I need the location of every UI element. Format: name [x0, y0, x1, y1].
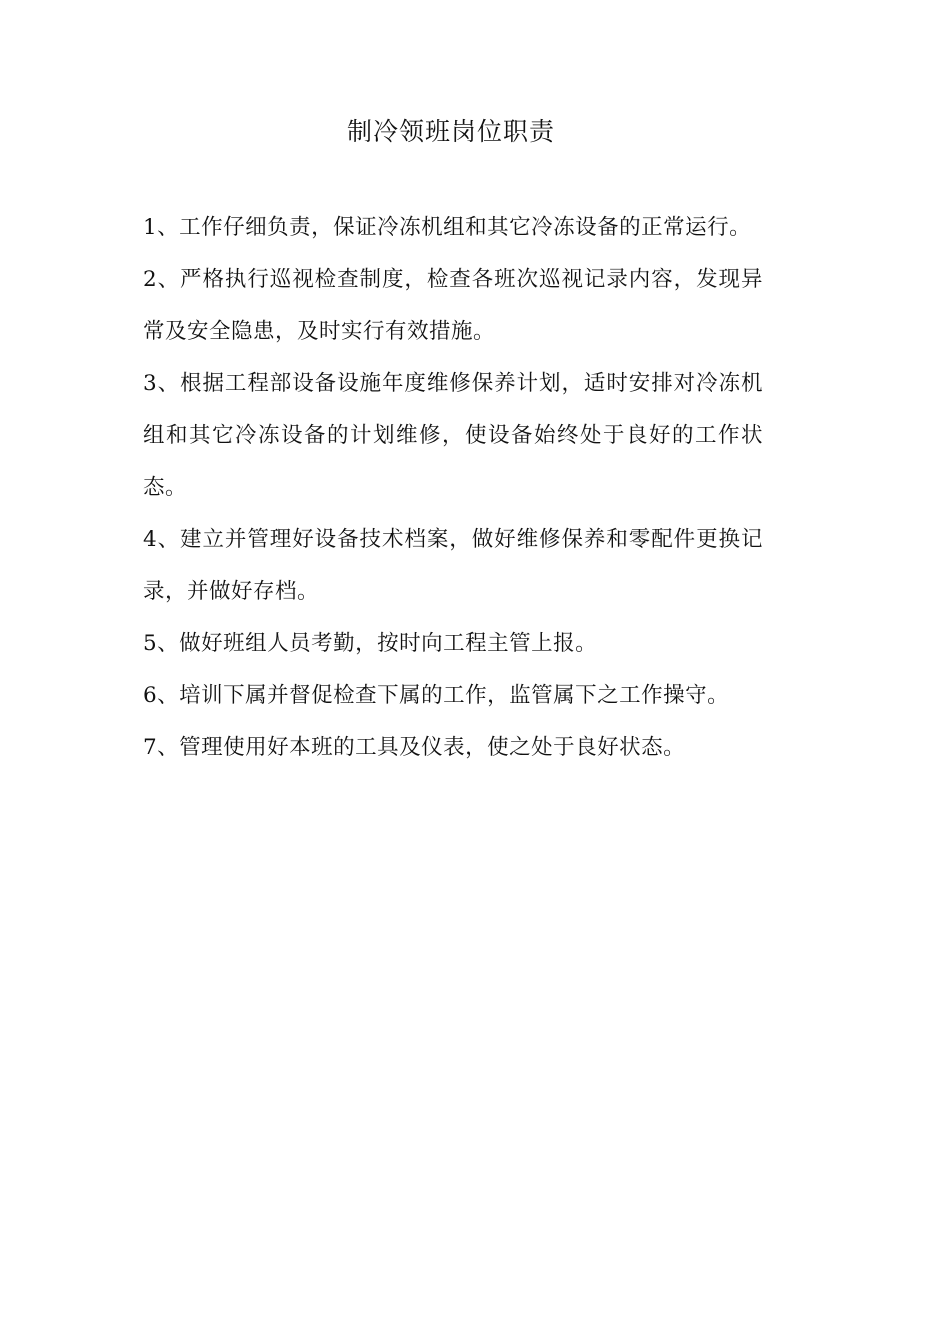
duty-item-7: 7、管理使用好本班的工具及仪表，使之处于良好状态。 — [143, 735, 686, 760]
duty-item-5: 5、做好班组人员考勤，按时向工程主管上报。 — [143, 631, 598, 656]
duty-item-1: 1、工作仔细负责，保证冷冻机组和其它冷冻设备的正常运行。 — [143, 215, 752, 240]
duty-item-3: 3、根据工程部设备设施年度维修保养计划，适时安排对冷冻机组和其它冷冻设备的计划维修，使设备始终处于良好的工作状态。 — [143, 371, 763, 500]
duty-item-6: 6、培训下属并督促检查下属的工作，监管属下之工作操守。 — [143, 683, 730, 708]
duty-item-4: 4、建立并管理好设备技术档案，做好维修保养和零配件更换记录，并做好存档。 — [143, 527, 763, 604]
duty-list — [143, 202, 763, 774]
duty-item-2: 2、严格执行巡视检查制度，检查各班次巡视记录内容，发现异常及安全隐患，及时实行有效措施。 — [143, 267, 763, 344]
page-title: 制冷领班岗位职责 — [346, 117, 555, 146]
